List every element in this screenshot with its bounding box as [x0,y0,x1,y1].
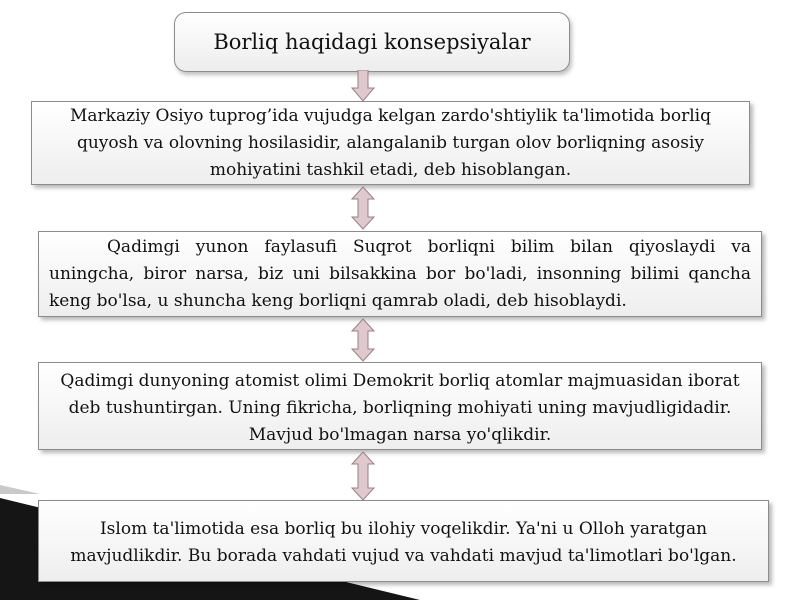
concept-line: Qadimgi dunyoning atomist olimi Demokrit borliq atomlar majmuasidan iborat [60,371,740,391]
concept-line: Mavjud bo'lmagan narsa yo'qlikdir. [248,425,552,445]
concept-box-socrates [38,231,762,317]
double-arrow-icon [350,451,376,501]
diagram-title-text: Borliq haqidagi konsepsiyalar [213,30,531,54]
concept-line: deb tushuntirgan. Uning fikricha, borliqning mohiyati uning mavjudligidadir. [68,398,732,418]
concept-line: mavjudlikdir. Bu borada vahdati vujud va vahdati mavjud ta'limotlari bo'lgan. [70,546,737,566]
concept-line: Markaziy Osiyo tuprog’ida vujudga kelgan zardo'shtiylik ta'limotida borliq [70,106,711,126]
double-arrow-icon [350,318,376,362]
concept-box-zoroastrianism [31,101,750,185]
concept-box-islam [38,500,769,582]
down-arrow-icon [351,70,375,102]
concept-line: mohiyatini tashkil etadi, deb hisoblangan. [209,160,572,180]
concept-line: quyosh va olovning hosilasidir, alangalanib turgan olov borliqning asosiy [76,133,705,153]
diagram-title [174,12,570,72]
concept-paragraph: Qadimgi yunon faylasufi Suqrot borliqni bilim bilan qiyoslaydi va uningcha, biror narsa, biz uni bilsakkina bor bo'ladi, insonning bilimi qancha keng bo'lsa, u shuncha keng borliqni qamrab oladi, deb hisoblaydi. [49,237,751,311]
concept-line: Islom ta'limotida esa borliq bu ilohiy voqelikdir. Ya'ni u Olloh yaratgan [99,519,708,539]
concept-box-democritus [38,362,762,450]
double-arrow-icon [350,186,376,230]
